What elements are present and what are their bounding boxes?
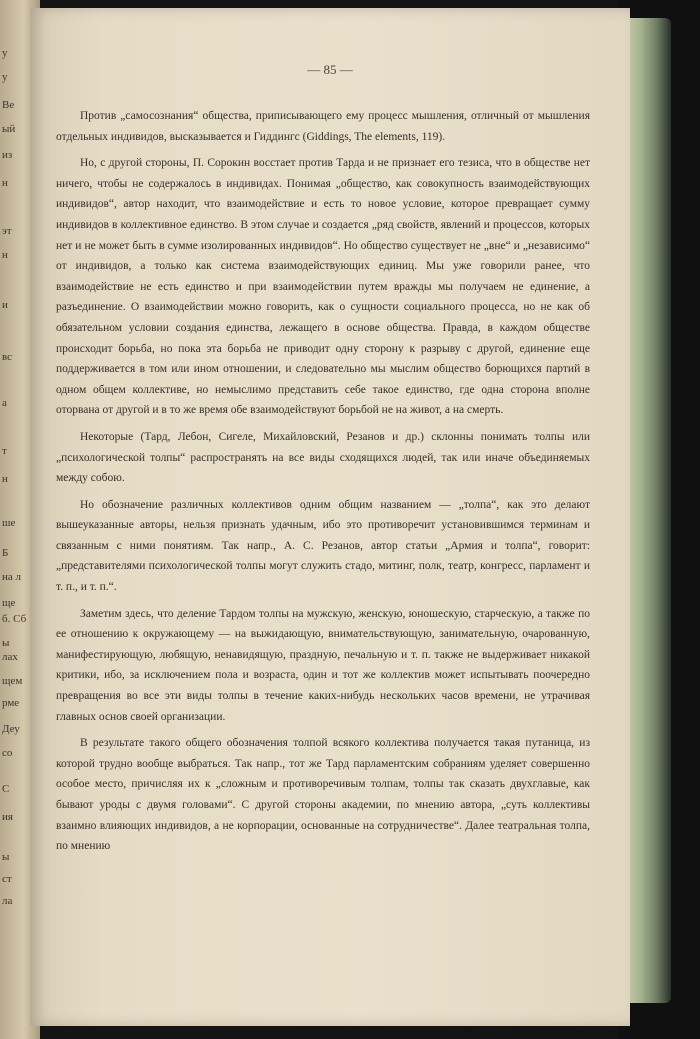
paragraph: В результате такого общего обозначения толпой всякого коллектива получается такая путаница, из которой трудно вообще выбраться. Так напр., тот же Тард парламентским собраниям уделяет совершенно особое место, причисляя их к „сложным и противоречивым толпам, толпы так сказать двухглавые, как бывают уроды с двумя головами“. С другой стороны академии, по мнению автора, „суть коллективы взаимно влияющих индивидов, а не корпорации, основанные на сотрудничестве“. Далее театральная толпа, по мнению — [56, 737, 590, 853]
paragraph: Некоторые (Тард, Лебон, Сигеле, Михайловский, Резанов и др.) склонны понимать толпы или „психологической толпы“ распространять на все виды сходящихся людей, так или иначе объединяемых между собою. — [56, 430, 590, 485]
left-page-fragment: т — [2, 446, 7, 457]
left-page-fragment: н — [2, 250, 8, 261]
page-number: — 85 — — [307, 62, 353, 77]
left-page-fragment: эт — [2, 226, 12, 237]
left-page-fragment: у — [2, 48, 8, 59]
left-page-fragment: ия — [2, 812, 13, 823]
paragraph: Заметим здесь, что деление Тардом толпы на мужскую, женскую, юношескую, старческую, а также по ее отношению к окружающему — на выжидающую, внимательствующую, занимательную, очарованную, манифестирующую, любящую, ненавидящую, праздную, печальную и т. п. также не выдерживает никакой критики, ибо, за исключением пола и возраста, один и тот же коллектив может испытывать поочередно превращения во все эти виды толпы в течение каких-нибудь нескольких часов времени, не утрачивая главных основ своей организации. — [56, 607, 590, 723]
left-page-fragment: рме — [2, 698, 20, 709]
left-page-fragment: на л — [2, 572, 22, 583]
left-page-fragment: со — [2, 748, 13, 759]
left-page-fragment: ст — [2, 874, 12, 885]
left-page-fragment: Деу — [2, 724, 20, 735]
book-page — [30, 8, 630, 1026]
left-page-fragment: ла — [2, 896, 13, 907]
page-block-edge — [623, 18, 671, 1003]
paragraph: Но обозначение различных коллективов одним общим названием — „толпа“, как это делают вышеуказанные авторы, нельзя признать удачным, ибо это противоречит установившимся терминам и связанным с ними понятиям. Так напр., А. С. Резанов, автор статьи „Армия и толпа“, говорит: „представителями психологической толпы могут служить стадо, митинг, полк, театр, конгресс, парламент и т. п., и т. п.“. — [56, 498, 590, 594]
left-page-fragment: Ве — [2, 100, 15, 111]
left-page-fragment: С — [2, 784, 10, 795]
paragraph: Против „самосознания“ общества, приписывающего ему процесс мышления, отличный от мышления отдельных индивидов, высказывается и Гиддингс (Giddings, The elements, 119). — [56, 110, 590, 143]
left-page-fragment: ще — [2, 598, 16, 609]
left-page-fragment: ый — [2, 124, 16, 135]
left-page-fragment: щем — [2, 676, 23, 687]
left-page-fragment: из — [2, 150, 13, 161]
left-page-fragment: Б — [2, 548, 9, 559]
left-page-fragment: у — [2, 72, 8, 83]
left-page-fragment: лах — [2, 652, 18, 663]
left-page-fragment: и — [2, 300, 8, 311]
left-page-fragment: б. Сб — [2, 614, 27, 625]
left-page-fragment: н — [2, 474, 8, 485]
left-page-fragment: ше — [2, 518, 16, 529]
page-text — [56, 106, 590, 863]
left-page-fragment: вс — [2, 352, 13, 363]
left-page-fragment: ы — [2, 852, 10, 863]
left-page-fragment: а — [2, 398, 7, 409]
left-page-fragment: н — [2, 178, 8, 189]
paragraph: Но, с другой стороны, П. Сорокин восстает против Тарда и не признает его тезиса, что в обществе нет ничего, чтобы не содержалось в индивидах. Понимая „общество, как совокупность взаимодействующих индивидов“, автор находит, что взаимодействие и есть то новое условие, которое превращает сумму индивидов в коллективное единство. В этом случае и создается „ряд свойств, явлений и процессов, которых нет и не может быть в сумме изолированных индивидов“. Но общество существует не „вне“ и „независимо“ от индивидов, а только как система взаимодействующих единиц. Мы уже говорили ранее, что взаимодействие не есть единство и при взаимодействии путем вражды мы получаем не единение, а разъединение. О взаимодействии можно говорить, как о сущности социального процесса, но не как об обязательном условии создания единства, лежащего в основе общества. Правда, в каждом обществе происходит борьба, но пока эта борьба не приводит одну сторону к разрыву с другой, единение еще поддерживается в том или ином отношении, и следовательно мы мыслим общество борющихся партий в одном общем коллективе, но немыслимо представить себе такое единство, где одна сторона вполне оторвана от другой и в то же время обе взаимодействуют борьбой не на живот, а на смерть. — [56, 157, 590, 417]
left-page-fragment: ы — [2, 638, 10, 649]
